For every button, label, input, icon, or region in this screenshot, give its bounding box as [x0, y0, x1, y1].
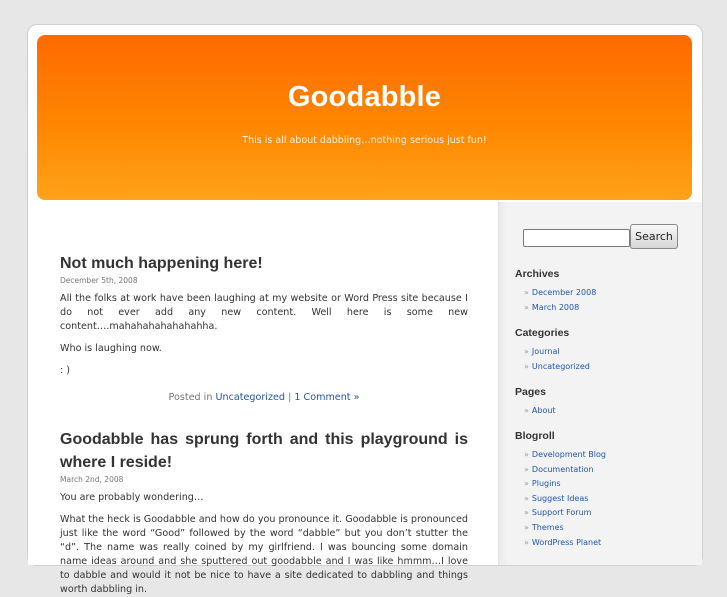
blogroll-link[interactable]: Support Forum	[531, 508, 592, 518]
list-item	[524, 463, 685, 478]
blogroll-link[interactable]: Plugins	[531, 479, 561, 489]
bullet-icon: »	[524, 302, 529, 312]
post-paragraph: What the heck is Goodabble and how do you pronounce it. Goodabble is pronounced just like the word “Good” followed by the word “dabble” but you don’t stutter the “d”. The name was really coined by my girlfriend. I was bouncing some domain name ideas around and she sputtered out goodabble and I was like hmmm…I love to dabble and would it not be nice to have a site dedicated to dabbling and things worth dabbling in.	[60, 514, 468, 595]
bullet-icon: »	[524, 464, 529, 474]
list-item	[524, 404, 685, 419]
site-header	[37, 35, 692, 200]
main-content	[28, 202, 498, 595]
post-paragraph: All the folks at work have been laughing at my website or Word Press site because I do not ever add any new content. Well here is some new content….mahahahahahahahha.	[60, 293, 468, 332]
list-item	[524, 286, 685, 301]
search-input[interactable]	[523, 229, 630, 247]
bullet-icon: »	[524, 288, 529, 297]
list-item	[524, 521, 685, 536]
widget-title: Pages	[515, 386, 546, 398]
bullet-icon: »	[524, 479, 529, 489]
sidebar	[498, 202, 702, 565]
list-item	[524, 360, 685, 375]
site-title-link[interactable]: Goodabble	[287, 81, 442, 113]
widget-title: Blogroll	[515, 430, 555, 442]
post-paragraph: Who is laughing now.	[60, 343, 162, 354]
post	[60, 428, 468, 597]
bullet-icon: »	[524, 537, 529, 547]
categories-widget	[515, 327, 685, 374]
blogroll-link[interactable]: Suggest Ideas	[531, 493, 589, 503]
archive-link[interactable]: March 2008	[531, 302, 580, 312]
post-paragraph: : )	[60, 365, 71, 376]
category-link[interactable]: Journal	[531, 347, 560, 356]
list-item	[524, 492, 685, 507]
post-body	[60, 491, 468, 597]
bullet-icon: »	[524, 522, 529, 532]
blogroll-link[interactable]: WordPress Planet	[531, 537, 602, 547]
blogroll-widget	[515, 430, 685, 550]
bullet-icon: »	[524, 493, 529, 503]
list-item	[524, 536, 685, 551]
bullet-icon: »	[524, 450, 529, 459]
bullet-icon: »	[524, 347, 529, 356]
list-item	[524, 301, 685, 316]
post-date: March 2nd, 2008	[60, 475, 124, 484]
pages-widget	[515, 386, 685, 419]
archive-link[interactable]: December 2008	[531, 288, 597, 297]
list-item	[524, 477, 685, 492]
search-button[interactable]: Search	[630, 224, 678, 249]
post-title-link[interactable]: Goodabble has sprung forth and this playground is where I reside!	[60, 431, 468, 471]
comments-link[interactable]: 1 Comment »	[294, 392, 360, 403]
page-container	[27, 24, 703, 595]
post-title-link[interactable]: Not much happening here!	[60, 255, 263, 272]
list-item	[524, 506, 685, 521]
post-paragraph: You are probably wondering…	[60, 492, 204, 503]
post-meta	[60, 392, 468, 403]
bullet-icon: »	[524, 508, 529, 518]
archives-widget	[515, 268, 685, 315]
list-item	[524, 448, 685, 463]
meta-separator: |	[288, 392, 292, 403]
posted-in-label: Posted in	[168, 392, 213, 403]
blogroll-link[interactable]: Documentation	[531, 464, 594, 474]
category-link[interactable]: Uncategorized	[531, 361, 590, 371]
widget-title: Archives	[515, 268, 560, 280]
category-link[interactable]: Uncategorized	[215, 392, 286, 403]
list-item	[524, 345, 685, 360]
blogroll-link[interactable]: Development Blog	[531, 450, 606, 459]
post-body	[60, 292, 468, 378]
bullet-icon: »	[524, 361, 529, 371]
widget-title: Categories	[515, 327, 570, 339]
site-description: This is all about dabbling…nothing serious just fun!	[242, 135, 487, 146]
bullet-icon: »	[524, 406, 529, 415]
page-link[interactable]: About	[531, 406, 556, 415]
blogroll-link[interactable]: Themes	[531, 522, 564, 532]
post	[60, 252, 468, 403]
post-date: December 5th, 2008	[60, 276, 138, 285]
